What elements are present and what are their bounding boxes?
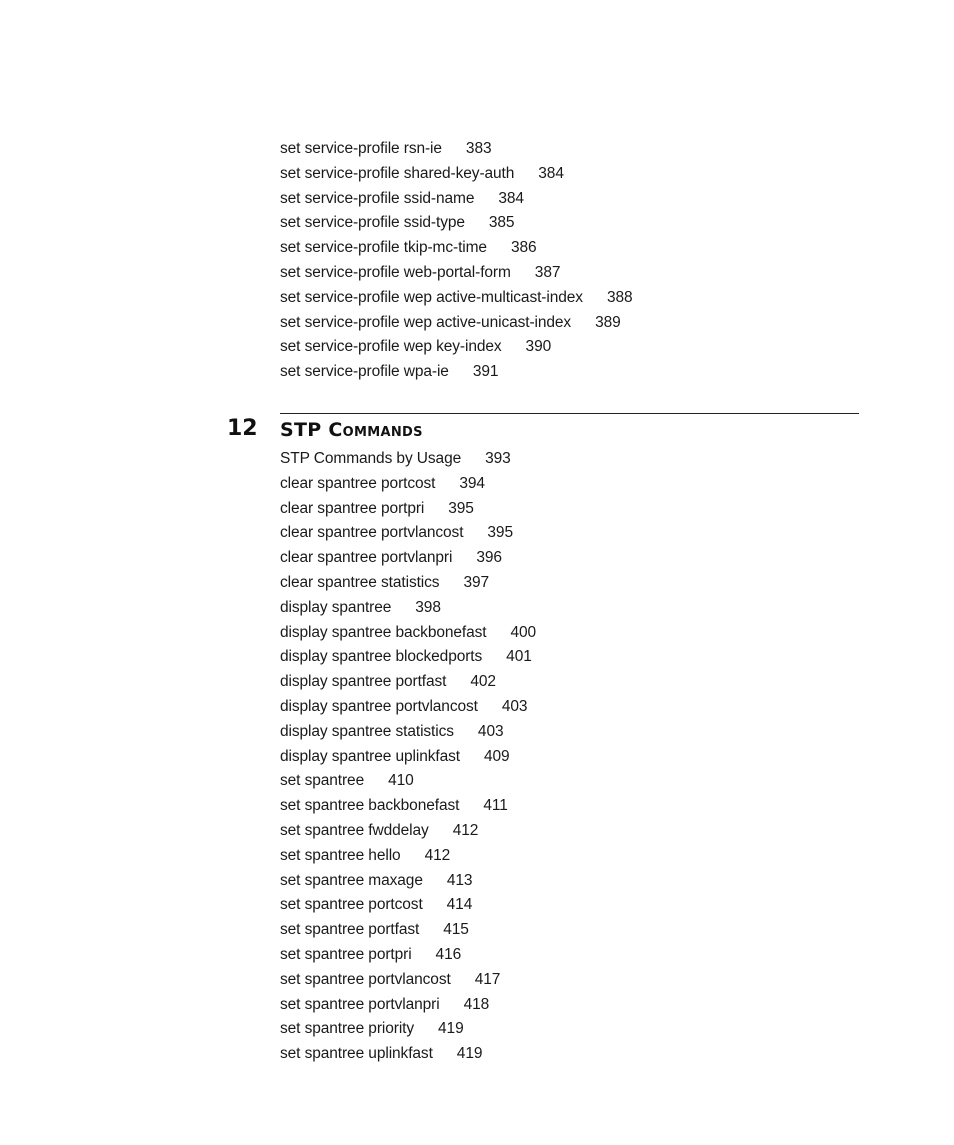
toc-entry[interactable] — [280, 236, 633, 261]
toc-entry-title: set service-profile wep active-unicast-index — [280, 313, 572, 331]
toc-entry[interactable] — [280, 695, 536, 720]
toc-entry-title: set service-profile rsn-ie — [280, 140, 442, 157]
toc-entry-page: 411 — [483, 797, 508, 815]
toc-entry-page: 409 — [483, 747, 510, 765]
toc-entry[interactable] — [280, 993, 536, 1018]
toc-entry-title: set spantree portfast — [280, 921, 420, 939]
toc-entry[interactable] — [280, 943, 536, 968]
toc-entry[interactable] — [280, 360, 633, 385]
toc-entry-title: set service-profile web-portal-form — [280, 263, 511, 281]
toc-entry-page: 393 — [485, 450, 511, 467]
toc-entry-page: 391 — [472, 363, 499, 381]
chapter-entries-list — [280, 447, 536, 1067]
toc-entry[interactable] — [280, 211, 633, 236]
toc-entry-page: 415 — [443, 921, 469, 939]
toc-entry[interactable] — [280, 621, 536, 646]
toc-entry[interactable] — [280, 497, 536, 522]
toc-entry-title: display spantree backbonefast — [280, 623, 487, 641]
toc-entry[interactable] — [280, 137, 633, 162]
toc-entry-page: 396 — [476, 549, 502, 567]
toc-entry-page: 417 — [474, 970, 501, 988]
toc-entry-title: set service-profile tkip-mc-time — [280, 239, 487, 257]
toc-entry-title: set service-profile ssid-name — [280, 189, 475, 207]
toc-entry-page: 419 — [456, 1045, 483, 1063]
toc-entry-page: 403 — [477, 722, 504, 740]
toc-entry-title: set spantree fwddelay — [280, 821, 429, 839]
toc-entry-page: 400 — [510, 623, 537, 641]
toc-entry-page: 383 — [465, 140, 492, 157]
toc-entry-title: set service-profile ssid-type — [280, 214, 465, 232]
toc-entry-title: set spantree priority — [280, 1020, 415, 1038]
toc-entry[interactable] — [280, 472, 536, 497]
toc-entry-page: 398 — [415, 598, 441, 616]
toc-entry-page: 414 — [446, 896, 473, 914]
toc-entry[interactable] — [280, 844, 536, 869]
toc-entry-title: display spantree uplinkfast — [280, 747, 460, 765]
toc-entry[interactable] — [280, 261, 633, 286]
toc-entry-page: 385 — [488, 214, 515, 232]
toc-entry-title: set spantree portvlancost — [280, 970, 451, 988]
toc-entry-page: 387 — [534, 263, 561, 281]
toc-entry-title: set spantree portvlanpri — [280, 995, 440, 1013]
toc-continued-list — [280, 137, 633, 385]
toc-entry-title: set service-profile wpa-ie — [280, 363, 449, 381]
chapter-number: 12 — [227, 416, 258, 441]
toc-entry[interactable] — [280, 286, 633, 311]
chapter-divider — [280, 413, 859, 414]
toc-entry-title: clear spantree portpri — [280, 499, 425, 517]
toc-entry-page: 389 — [595, 313, 621, 331]
toc-entry[interactable] — [280, 447, 536, 472]
toc-entry[interactable] — [280, 968, 536, 993]
toc-entry-page: 413 — [446, 871, 473, 889]
toc-entry-title: display spantree portfast — [280, 673, 447, 691]
toc-entry-title: set spantree portpri — [280, 945, 412, 963]
toc-entry[interactable] — [280, 745, 536, 770]
toc-entry-title: set spantree backbonefast — [280, 797, 460, 815]
toc-entry[interactable] — [280, 794, 536, 819]
toc-entry[interactable] — [280, 187, 633, 212]
toc-entry[interactable] — [280, 918, 536, 943]
toc-entry-page: 386 — [510, 239, 537, 257]
toc-entry[interactable] — [280, 1042, 536, 1067]
toc-entry[interactable] — [280, 311, 633, 336]
toc-entry[interactable] — [280, 645, 536, 670]
toc-entry-page: 395 — [487, 524, 513, 542]
toc-entry[interactable] — [280, 720, 536, 745]
toc-entry[interactable] — [280, 596, 536, 621]
toc-entry-page: 384 — [498, 189, 524, 207]
toc-entry-page: 390 — [525, 338, 552, 356]
toc-entry[interactable] — [280, 571, 536, 596]
toc-entry-title: STP Commands by Usage — [280, 450, 462, 467]
toc-entry-page: 419 — [438, 1020, 464, 1038]
toc-entry-page: 394 — [459, 474, 485, 492]
toc-entry-page: 418 — [463, 995, 490, 1013]
toc-entry-title: set service-profile wep key-index — [280, 338, 502, 356]
toc-entry-title: set spantree maxage — [280, 871, 423, 889]
toc-entry-title: set spantree portcost — [280, 896, 423, 914]
chapter-title[interactable]: STP Commands — [280, 419, 423, 441]
toc-entry-page: 388 — [606, 288, 633, 306]
toc-entry-page: 401 — [506, 648, 532, 666]
toc-entry[interactable] — [280, 869, 536, 894]
toc-entry[interactable] — [280, 521, 536, 546]
toc-entry-title: clear spantree portvlanpri — [280, 549, 453, 567]
toc-entry-page: 395 — [448, 499, 474, 517]
toc-entry-page: 412 — [452, 821, 479, 839]
toc-entry-title: clear spantree statistics — [280, 573, 440, 591]
toc-entry-page: 410 — [388, 772, 414, 790]
toc-entry[interactable] — [280, 819, 536, 844]
toc-entry[interactable] — [280, 769, 536, 794]
toc-entry-title: set service-profile shared-key-auth — [280, 164, 515, 182]
toc-entry-title: display spantree blockedports — [280, 648, 483, 666]
toc-entry-title: display spantree statistics — [280, 722, 454, 740]
toc-entry-page: 402 — [470, 673, 496, 691]
toc-entry-title: set spantree uplinkfast — [280, 1045, 433, 1063]
toc-entry[interactable] — [280, 335, 633, 360]
toc-entry-title: display spantree portvlancost — [280, 697, 478, 715]
toc-entry-page: 412 — [424, 846, 451, 864]
toc-entry[interactable] — [280, 893, 536, 918]
toc-entry-page: 384 — [538, 164, 564, 182]
toc-entry-title: display spantree — [280, 598, 392, 616]
toc-entry-title: clear spantree portcost — [280, 474, 436, 492]
toc-entry-title: set spantree — [280, 772, 365, 790]
toc-entry-page: 397 — [463, 573, 490, 591]
toc-entry-title: set service-profile wep active-multicast-index — [280, 288, 583, 306]
toc-entry[interactable] — [280, 1017, 536, 1042]
toc-entry-title: set spantree hello — [280, 846, 401, 864]
toc-entry-page: 416 — [435, 945, 462, 963]
toc-entry[interactable] — [280, 546, 536, 571]
toc-entry[interactable] — [280, 670, 536, 695]
toc-entry[interactable] — [280, 162, 633, 187]
toc-entry-title: clear spantree portvlancost — [280, 524, 464, 542]
toc-entry-page: 403 — [501, 697, 528, 715]
